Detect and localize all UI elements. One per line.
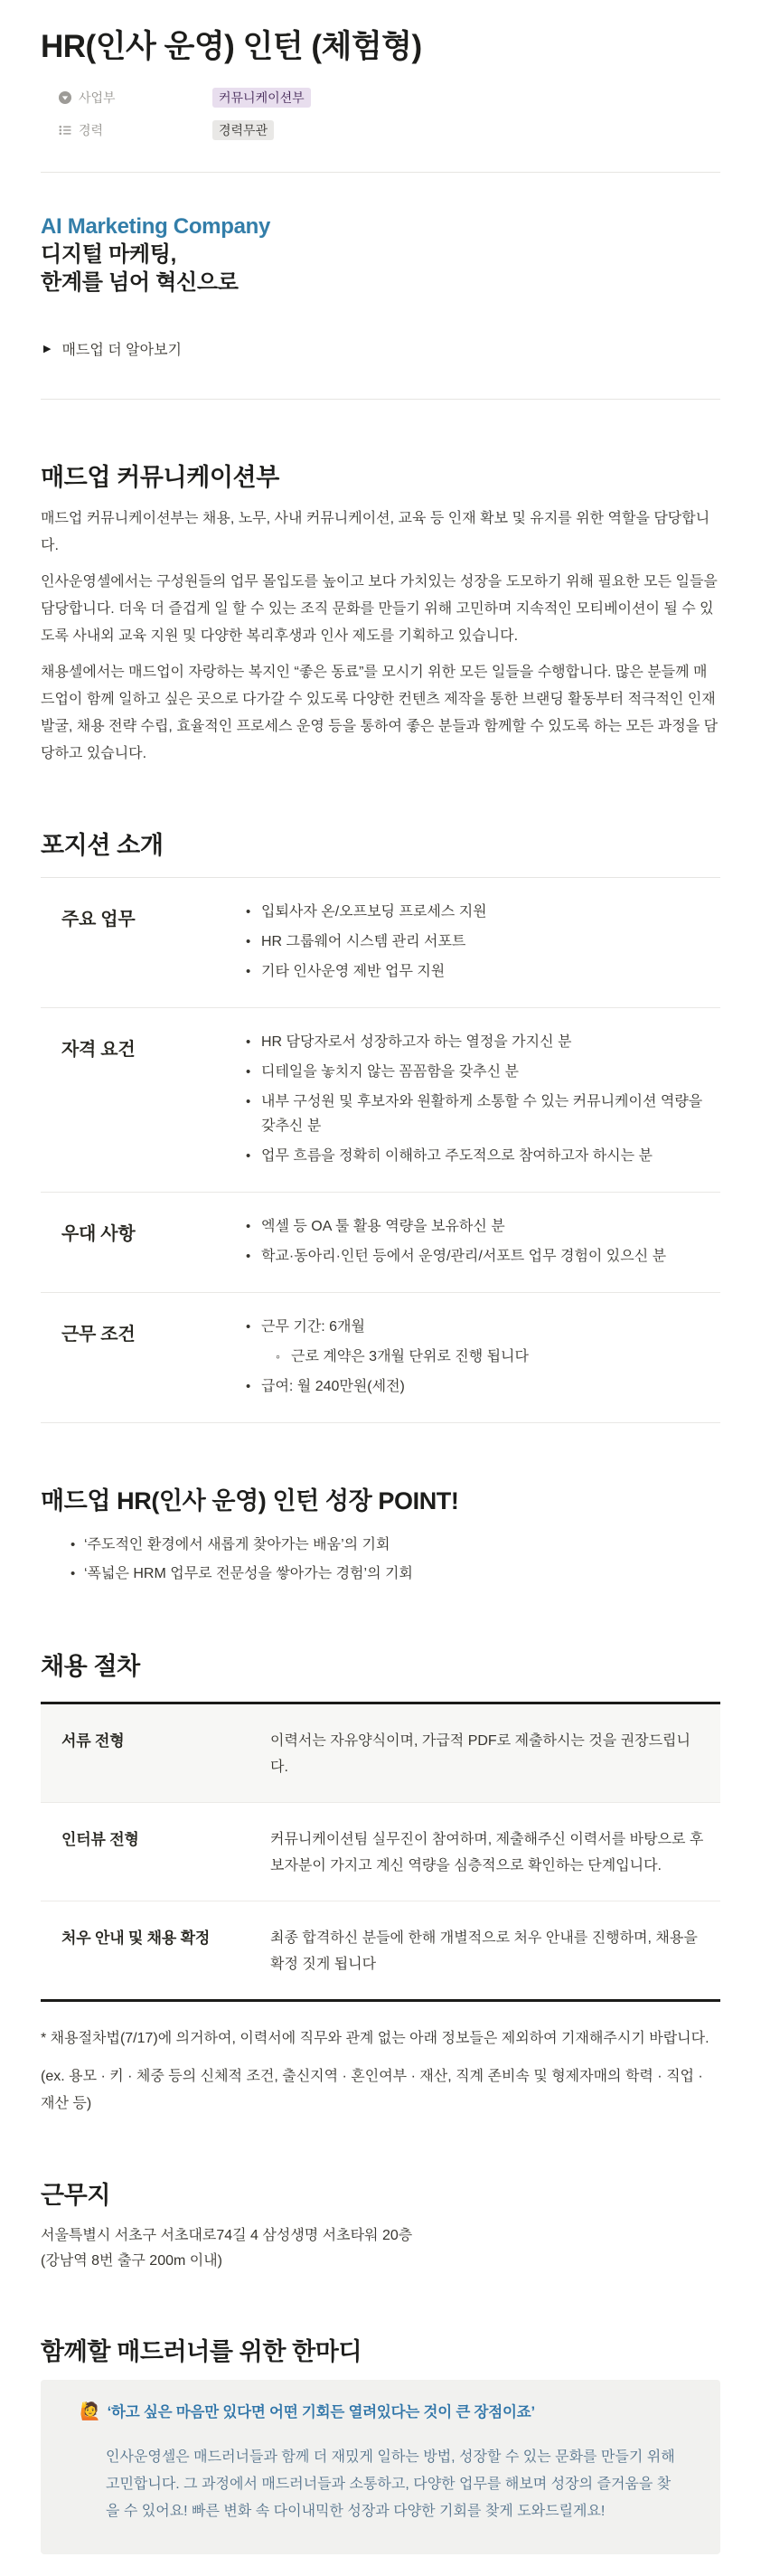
property-row-career <box>59 114 720 146</box>
bullet-item: • 기타 인사운영 제반 업무 지원 <box>261 959 720 984</box>
sub-bullet-item: ◦ 근로 계약은 3개월 단위로 진행 됩니다 <box>291 1345 717 1369</box>
career-tag[interactable]: 경력무관 <box>212 120 274 140</box>
work-address-note: (강남역 8번 출구 200m 이내) <box>41 2252 223 2269</box>
bullet-list <box>185 1309 720 1404</box>
section-message <box>41 2332 720 2554</box>
section-heading-about: 매드업 커뮤니케이션부 <box>41 463 279 491</box>
bullet-item: • 내부 구성원 및 후보자와 원활하게 소통할 수 있는 커뮤니케이션 역량을 갖추신 분 <box>261 1090 720 1138</box>
slogan-line-1: 디지털 마케팅, <box>41 241 177 267</box>
bullet-item: • 업무 흐름을 정확히 이해하고 주도적으로 참여하고자 하시는 분 <box>261 1144 720 1168</box>
bullet-item: • ‘폭넓은 HRM 업무로 전문성을 쌓아가는 경험’의 기회 <box>84 1560 720 1589</box>
page-title: HR(인사 운영) 인턴 (체험형) <box>41 29 422 64</box>
section-heading-location: 근무지 <box>41 2181 111 2209</box>
bullet-item: • HR 그룹웨어 시스템 관리 서포트 <box>261 929 720 954</box>
toggle-learn-more[interactable] <box>41 338 720 359</box>
work-address: 서울특별시 서초구 서초대로74길 4 삼성생명 서초타워 20층 <box>41 2227 413 2243</box>
legal-note: * 채용절차법(7/17)에 의거하여, 이력서에 직무와 관계 없는 아래 정보들은 제외하여 기재해주시기 바랍니다. <box>41 2030 709 2046</box>
section-process <box>41 1647 720 2118</box>
bullet-item: • ‘주도적인 환경에서 새롭게 찾아가는 배움’의 기회 <box>84 1531 720 1560</box>
bullet-item: • 디테일을 놓치지 않는 꼼꼼함을 갖추신 분 <box>261 1060 720 1084</box>
toggle-label[interactable]: 매드업 더 알아보기 <box>61 342 183 358</box>
position-table <box>41 877 720 1423</box>
divider <box>41 172 720 173</box>
property-label-division: 사업부 <box>79 90 116 105</box>
property-list <box>59 81 720 146</box>
row-description: 최종 합격하신 분들에 한해 개별적으로 처우 안내를 진행하며, 채용을 확정 짓게 됩니다 <box>270 1930 698 1972</box>
property-label-career: 경력 <box>79 122 104 137</box>
about-paragraph: 채용셀에서는 매드업이 자랑하는 복지인 “좋은 동료”를 모시기 위한 모든 일들을 수행합니다. 많은 분들께 매드업이 함께 일하고 싶은 곳으로 다가갈 수 있도록 다양한 컨텐츠 제작을 통한 브랜딩 활동부터 적극적인 인재 발굴, 채용 전략 수립, 효율적인 프로세스 운영 등을 통하여 좋은 분들과 함께할 수 있도록 하는 모든 과정을 담당하고 있습니다. <box>41 664 719 761</box>
section-location <box>41 2175 720 2274</box>
bullet-item: • 급여: 월 240만원(세전) <box>261 1374 720 1399</box>
table-row-document-screening <box>41 1704 720 1803</box>
row-label: 근무 조건 <box>61 1324 136 1345</box>
bullet-item: • HR 담당자로서 성장하고자 하는 열정을 가지신 분 <box>261 1030 720 1054</box>
table-row-preferred <box>41 1193 720 1293</box>
section-heading-message: 함께할 매드러너를 위한 한마디 <box>41 2337 362 2365</box>
section-about <box>41 458 720 768</box>
row-label: 인터뷰 전형 <box>61 1830 139 1848</box>
bulleted-list-icon <box>59 124 71 137</box>
section-growth-point <box>41 1481 720 1589</box>
bullet-item: • 엑셀 등 OA 툴 활용 역량을 보유하신 분 <box>261 1214 720 1239</box>
property-row-division <box>59 81 720 114</box>
table-row-work-conditions <box>41 1293 720 1423</box>
sub-bullet-list <box>261 1345 717 1369</box>
section-heading-process: 채용 절차 <box>41 1652 140 1680</box>
bullet-item: • 학교·동아리·인턴 등에서 운영/관리/서포트 업무 경험이 있으신 분 <box>261 1244 720 1269</box>
process-table <box>41 1702 720 2002</box>
callout-body: 인사운영셀은 매드러너들과 함께 더 재밌게 일하는 방법, 성장할 수 있는 문화를 만들기 위해 고민합니다. 그 과정에서 매드러너들과 소통하고, 다양한 업무를 해보며 성장의 즐거움을 찾을 수 있어요! 빠른 변화 속 다이내믹한 성장과 다양한 기회를 찾게 도와드릴게요! <box>106 2449 675 2519</box>
bullet-list <box>185 1209 720 1274</box>
bullet-item: • 입퇴사자 온/오프보딩 프로세스 지원 <box>261 900 720 924</box>
raising-hand-emoji: 🙋 <box>80 2401 101 2421</box>
bullet-text: 근무 기간: 6개월 <box>261 1318 365 1335</box>
row-label: 처우 안내 및 채용 확정 <box>61 1929 211 1947</box>
select-circle-icon <box>59 91 71 104</box>
company-tagline: AI Marketing Company <box>41 213 271 239</box>
about-paragraph: 매드업 커뮤니케이션부는 채용, 노무, 사내 커뮤니케이션, 교육 등 인재 확보 및 유지를 위한 역할을 담당합니다. <box>41 510 710 553</box>
company-intro <box>41 212 720 297</box>
table-row-main-duties <box>41 878 720 1008</box>
section-position <box>41 826 720 1423</box>
divider <box>41 399 720 400</box>
division-tag[interactable]: 커뮤니케이션부 <box>212 88 311 108</box>
growth-bullet-list <box>41 1531 720 1589</box>
callout-quote: ‘하고 싶은 마음만 있다면 어떤 기회든 열려있다는 것이 큰 장점이죠’ <box>107 2403 535 2420</box>
section-heading-position: 포지션 소개 <box>41 831 164 859</box>
slogan-line-2: 한계를 넘어 혁신으로 <box>41 269 239 295</box>
row-label: 자격 요건 <box>61 1039 136 1060</box>
bullet-list <box>185 1024 720 1174</box>
legal-note-example: (ex. 용모 · 키 · 체중 등의 신체적 조건, 출신지역 · 혼인여부 · 재산, 직계 존비속 및 형제자매의 학력 · 직업 · 재산 등) <box>41 2068 703 2111</box>
row-description: 커뮤니케이션팀 실무진이 참여하며, 제출해주신 이력서를 바탕으로 후보자분이 가지고 계신 역량을 심층적으로 확인하는 단계입니다. <box>270 1831 704 1873</box>
table-row-interview <box>41 1803 720 1901</box>
section-heading-growth: 매드업 HR(인사 운영) 인턴 성장 POINT! <box>41 1486 459 1514</box>
row-label: 서류 전형 <box>61 1731 125 1750</box>
row-description: 이력서는 자유양식이며, 가급적 PDF로 제출하시는 것을 권장드립니다. <box>270 1732 691 1775</box>
toggle-arrow-icon[interactable]: ▶ <box>43 343 52 354</box>
row-label: 우대 사항 <box>61 1223 136 1244</box>
bullet-list <box>185 894 720 989</box>
row-label: 주요 업무 <box>61 909 136 929</box>
about-paragraph: 인사운영셀에서는 구성원들의 업무 몰입도를 높이고 보다 가치있는 성장을 도모하기 위해 필요한 모든 일들을 담당합니다. 더욱 더 즐겁게 일 할 수 있는 조직 문화를 만들기 위해 고민하며 지속적인 모티베이션이 될 수 있도록 사내외 교육 지원 및 다양한 복리후생과 인사 제도를 기획하고 있습니다. <box>41 573 718 644</box>
callout-header <box>80 2401 684 2424</box>
message-callout <box>41 2380 720 2554</box>
table-row-offer-confirmation <box>41 1901 720 1999</box>
table-row-qualifications <box>41 1008 720 1193</box>
bullet-item <box>261 1315 720 1369</box>
